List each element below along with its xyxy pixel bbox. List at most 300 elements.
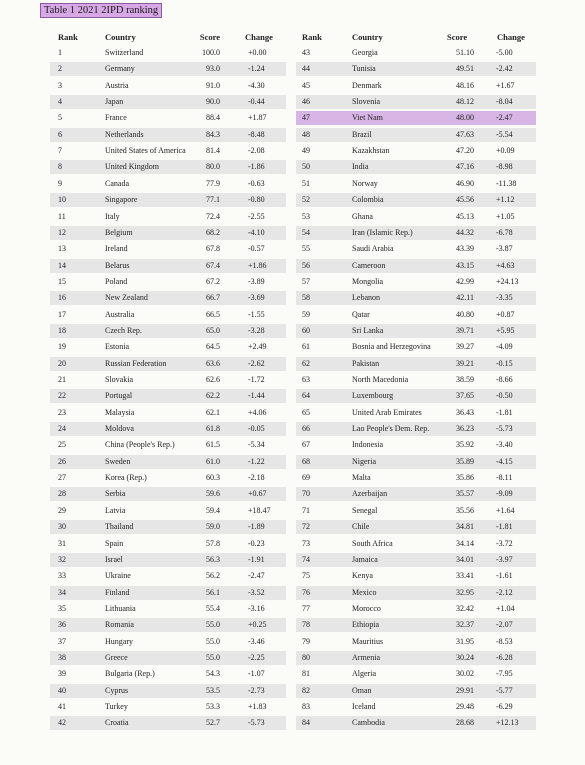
change-cell: -4.30	[248, 80, 265, 90]
score-cell: 47.63	[456, 129, 474, 139]
country-cell: Nigeria	[352, 456, 376, 466]
score-cell: 43.15	[456, 260, 474, 270]
score-cell: 67.8	[206, 244, 220, 254]
change-cell: +0.09	[496, 146, 515, 156]
rank-cell: 37	[58, 636, 66, 646]
country-header-right: Country	[352, 32, 383, 42]
change-cell: -4.10	[248, 227, 265, 237]
change-cell: -3.69	[248, 293, 265, 303]
score-cell: 35.57	[456, 489, 474, 499]
rank-cell: 53	[302, 211, 310, 221]
country-cell: Kazakhstan	[352, 146, 390, 156]
score-cell: 31.95	[456, 636, 474, 646]
rank-cell: 24	[58, 424, 66, 434]
score-cell: 45.13	[456, 211, 474, 221]
change-cell: -2.12	[496, 587, 513, 597]
rank-cell: 52	[302, 195, 310, 205]
score-cell: 80.0	[206, 162, 220, 172]
rank-cell: 83	[302, 702, 310, 711]
country-cell: Brazil	[352, 129, 372, 139]
change-cell: -3.87	[496, 244, 513, 254]
rank-cell: 62	[302, 358, 310, 368]
score-cell: 37.65	[456, 391, 474, 401]
country-cell: Mongolia	[352, 276, 384, 286]
rank-cell: 74	[302, 554, 310, 564]
rank-cell: 60	[302, 325, 310, 335]
score-cell: 77.9	[206, 178, 220, 188]
rank-cell: 9	[58, 178, 62, 188]
change-cell: -1.55	[248, 309, 265, 319]
score-cell: 61.8	[206, 424, 220, 434]
country-cell: Romania	[105, 620, 134, 630]
score-cell: 56.2	[206, 571, 220, 581]
score-cell: 63.6	[206, 358, 220, 368]
country-cell: Turkey	[105, 702, 128, 711]
rank-cell: 28	[58, 489, 66, 499]
score-cell: 48.16	[456, 80, 474, 90]
change-cell: -5.54	[496, 129, 513, 139]
rank-cell: 81	[302, 669, 310, 679]
change-cell: -3.46	[248, 636, 265, 646]
country-cell: United States of America	[105, 146, 186, 156]
country-cell: Iran (Islamic Rep.)	[352, 227, 413, 237]
score-cell: 81.4	[206, 146, 220, 156]
country-cell: Malta	[352, 473, 371, 483]
rank-cell: 80	[302, 652, 310, 662]
change-cell: -9.09	[496, 489, 513, 499]
country-cell: Moldova	[105, 424, 134, 434]
score-cell: 67.4	[206, 260, 220, 270]
country-cell: Qatar	[352, 309, 370, 319]
change-cell: -3.16	[248, 603, 265, 613]
rank-cell: 8	[58, 162, 62, 172]
rank-cell: 1	[58, 48, 62, 57]
score-cell: 84.3	[206, 129, 220, 139]
score-cell: 48.12	[456, 97, 474, 107]
country-cell: North Macedonia	[352, 375, 409, 384]
change-cell: -0.63	[248, 178, 265, 188]
change-header-right: Change	[497, 32, 525, 42]
country-cell: Lao People's Dem. Rep.	[352, 424, 430, 434]
rank-cell: 84	[302, 718, 310, 728]
rank-cell: 82	[302, 685, 310, 695]
country-cell: Indonesia	[352, 440, 384, 450]
rank-cell: 44	[302, 64, 310, 74]
score-cell: 65.0	[206, 325, 220, 335]
rank-cell: 6	[58, 129, 62, 139]
rank-cell: 55	[302, 244, 310, 254]
rank-cell: 76	[302, 587, 310, 597]
change-cell: -3.52	[248, 587, 265, 597]
rank-cell: 68	[302, 456, 310, 466]
rank-cell: 18	[58, 325, 66, 335]
score-cell: 47.16	[456, 162, 474, 172]
score-cell: 35.89	[456, 456, 474, 466]
rank-cell: 23	[58, 407, 66, 417]
change-cell: +12.13	[496, 718, 519, 728]
change-cell: -8.04	[496, 97, 513, 107]
score-header-left: Score	[199, 32, 220, 42]
country-cell: Latvia	[105, 505, 126, 515]
country-cell: Mexico	[352, 587, 377, 597]
score-cell: 53.3	[206, 702, 220, 711]
change-cell: +24.13	[496, 276, 519, 286]
change-cell: -0.50	[496, 391, 513, 401]
score-cell: 72.4	[206, 211, 220, 221]
country-cell: Croatia	[105, 718, 129, 728]
country-header-left: Country	[105, 32, 136, 42]
score-cell: 48.00	[456, 113, 474, 123]
change-cell: -1.86	[248, 162, 265, 172]
rank-cell: 48	[302, 129, 310, 139]
rank-cell: 56	[302, 260, 310, 270]
score-cell: 35.56	[456, 505, 474, 515]
score-cell: 33.41	[456, 571, 474, 581]
change-cell: +5.95	[496, 325, 515, 335]
score-cell: 29.91	[456, 685, 474, 695]
change-cell: -3.72	[496, 538, 513, 548]
score-cell: 54.3	[206, 669, 220, 679]
rank-cell: 63	[302, 375, 310, 384]
change-cell: +2.49	[248, 342, 267, 352]
change-cell: -2.25	[248, 652, 265, 662]
score-cell: 62.1	[206, 407, 220, 417]
rank-cell: 14	[58, 260, 66, 270]
country-cell: Luxembourg	[352, 391, 394, 401]
country-cell: Armenia	[352, 652, 380, 662]
rank-cell: 30	[58, 522, 66, 532]
country-cell: Finland	[105, 587, 130, 597]
score-cell: 49.51	[456, 64, 474, 74]
change-cell: -5.34	[248, 440, 265, 450]
score-cell: 55.0	[206, 620, 220, 630]
rank-cell: 12	[58, 227, 66, 237]
rank-cell: 79	[302, 636, 310, 646]
country-cell: Ghana	[352, 211, 373, 221]
country-cell: Ireland	[105, 244, 128, 254]
country-cell: Slovakia	[105, 375, 133, 384]
change-cell: +1.86	[248, 260, 267, 270]
score-cell: 90.0	[206, 97, 220, 107]
rank-cell: 69	[302, 473, 310, 483]
country-cell: Viet Nam	[352, 113, 383, 123]
score-cell: 43.39	[456, 244, 474, 254]
change-cell: -1.91	[248, 554, 265, 564]
score-cell: 39.71	[456, 325, 474, 335]
country-cell: Lithuania	[105, 603, 136, 613]
change-cell: -6.78	[496, 227, 513, 237]
country-cell: Israel	[105, 554, 123, 564]
change-cell: -11.38	[496, 178, 517, 188]
score-cell: 52.7	[206, 718, 220, 728]
country-cell: Pakistan	[352, 358, 380, 368]
change-cell: +0.87	[496, 309, 515, 319]
score-cell: 36.43	[456, 407, 474, 417]
score-cell: 62.6	[206, 375, 220, 384]
country-cell: Switzerland	[105, 48, 144, 57]
table-title: Table 1 2021 2IPD ranking	[40, 3, 162, 18]
rank-cell: 17	[58, 309, 66, 319]
country-cell: Georgia	[352, 48, 378, 57]
score-cell: 59.4	[206, 505, 220, 515]
country-cell: Chile	[352, 522, 370, 532]
score-cell: 32.95	[456, 587, 474, 597]
change-cell: -3.89	[248, 276, 265, 286]
rank-cell: 70	[302, 489, 310, 499]
rank-cell: 32	[58, 554, 66, 564]
country-cell: New Zealand	[105, 293, 148, 303]
country-cell: Australia	[105, 309, 135, 319]
rank-cell: 7	[58, 146, 62, 156]
change-cell: -1.89	[248, 522, 265, 532]
rank-cell: 31	[58, 538, 66, 548]
rank-cell: 57	[302, 276, 310, 286]
country-cell: Jamaica	[352, 554, 378, 564]
country-cell: Korea (Rep.)	[105, 473, 147, 483]
score-cell: 53.5	[206, 685, 220, 695]
country-cell: United Arab Emirates	[352, 407, 422, 417]
change-cell: -2.47	[248, 571, 265, 581]
rank-cell: 67	[302, 440, 310, 450]
rank-cell: 4	[58, 97, 62, 107]
score-cell: 38.59	[456, 375, 474, 384]
country-cell: Norway	[352, 178, 378, 188]
change-cell: +18.47	[248, 505, 271, 515]
score-cell: 55.4	[206, 603, 220, 613]
score-cell: 29.48	[456, 702, 474, 711]
change-cell: -2.62	[248, 358, 265, 368]
country-cell: Colombia	[352, 195, 384, 205]
country-cell: Ethiopia	[352, 620, 380, 630]
country-cell: South Africa	[352, 538, 393, 548]
country-cell: Germany	[105, 64, 135, 74]
score-cell: 45.56	[456, 195, 474, 205]
rank-cell: 22	[58, 391, 66, 401]
score-cell: 34.81	[456, 522, 474, 532]
score-cell: 62.2	[206, 391, 220, 401]
rank-cell: 15	[58, 276, 66, 286]
country-cell: Saudi Arabia	[352, 244, 394, 254]
rank-cell: 54	[302, 227, 310, 237]
score-cell: 44.32	[456, 227, 474, 237]
score-cell: 64.5	[206, 342, 220, 352]
country-cell: Bosnia and Herzegovina	[352, 342, 431, 352]
change-cell: -5.73	[248, 718, 265, 728]
rank-cell: 16	[58, 293, 66, 303]
score-cell: 60.3	[206, 473, 220, 483]
change-cell: +1.64	[496, 505, 515, 515]
rank-cell: 42	[58, 718, 66, 728]
rank-cell: 61	[302, 342, 310, 352]
rank-header-right: Rank	[302, 32, 322, 42]
rank-cell: 25	[58, 440, 66, 450]
change-cell: -1.72	[248, 375, 265, 384]
score-cell: 42.11	[456, 293, 474, 303]
country-cell: Spain	[105, 538, 124, 548]
score-cell: 36.23	[456, 424, 474, 434]
change-cell: -0.44	[248, 97, 265, 107]
rank-cell: 49	[302, 146, 310, 156]
change-cell: -1.07	[248, 669, 265, 679]
country-cell: Austria	[105, 80, 129, 90]
country-cell: Sweden	[105, 456, 131, 466]
score-cell: 59.0	[206, 522, 220, 532]
score-header-right: Score	[447, 32, 468, 42]
change-cell: -3.35	[496, 293, 513, 303]
rank-cell: 59	[302, 309, 310, 319]
country-cell: Bulgaria (Rep.)	[105, 669, 155, 679]
score-cell: 55.0	[206, 652, 220, 662]
change-cell: +1.12	[496, 195, 515, 205]
change-cell: -6.29	[496, 702, 513, 711]
rank-cell: 71	[302, 505, 310, 515]
rank-cell: 64	[302, 391, 310, 401]
change-header-left: Change	[245, 32, 273, 42]
rank-cell: 21	[58, 375, 66, 384]
rank-cell: 39	[58, 669, 66, 679]
score-cell: 34.01	[456, 554, 474, 564]
score-cell: 66.5	[206, 309, 220, 319]
country-cell: Oman	[352, 685, 372, 695]
score-cell: 39.21	[456, 358, 474, 368]
rank-header-left: Rank	[58, 32, 78, 42]
rank-cell: 41	[58, 702, 66, 711]
rank-cell: 3	[58, 80, 62, 90]
score-cell: 56.3	[206, 554, 220, 564]
change-cell: +4.63	[496, 260, 515, 270]
change-cell: -7.95	[496, 669, 513, 679]
country-cell: Kenya	[352, 571, 373, 581]
change-cell: +0.00	[248, 48, 267, 57]
rank-cell: 43	[302, 48, 310, 57]
score-cell: 68.2	[206, 227, 220, 237]
score-cell: 35.92	[456, 440, 474, 450]
country-cell: Iceland	[352, 702, 376, 711]
change-cell: -2.08	[248, 146, 265, 156]
score-cell: 30.02	[456, 669, 474, 679]
rank-cell: 26	[58, 456, 66, 466]
change-cell: -6.28	[496, 652, 513, 662]
rank-cell: 2	[58, 64, 62, 74]
change-cell: -1.44	[248, 391, 265, 401]
country-cell: Cameroon	[352, 260, 386, 270]
change-cell: -2.47	[496, 113, 513, 123]
change-cell: +0.25	[248, 620, 267, 630]
score-cell: 91.0	[206, 80, 220, 90]
score-cell: 56.1	[206, 587, 220, 597]
country-cell: Algeria	[352, 669, 376, 679]
country-cell: Netherlands	[105, 129, 144, 139]
country-cell: Tunisia	[352, 64, 376, 74]
country-cell: Morocco	[352, 603, 381, 613]
score-cell: 35.86	[456, 473, 474, 483]
country-cell: Japan	[105, 97, 124, 107]
country-cell: United Kingdom	[105, 162, 159, 172]
change-cell: -0.05	[248, 424, 265, 434]
score-cell: 32.42	[456, 603, 474, 613]
country-cell: Malaysia	[105, 407, 135, 417]
rank-cell: 10	[58, 195, 66, 205]
country-cell: Estonia	[105, 342, 129, 352]
score-cell: 51.10	[456, 48, 474, 57]
score-cell: 40.80	[456, 309, 474, 319]
rank-cell: 34	[58, 587, 66, 597]
change-cell: -0.80	[248, 195, 265, 205]
rank-cell: 78	[302, 620, 310, 630]
change-cell: -5.00	[496, 48, 513, 57]
score-cell: 88.4	[206, 113, 220, 123]
rank-cell: 13	[58, 244, 66, 254]
change-cell: -0.23	[248, 538, 265, 548]
country-cell: Slovenia	[352, 97, 380, 107]
score-cell: 39.27	[456, 342, 474, 352]
country-cell: Belgium	[105, 227, 133, 237]
change-cell: +1.87	[248, 113, 267, 123]
change-cell: -4.15	[496, 456, 513, 466]
score-cell: 61.0	[206, 456, 220, 466]
change-cell: -5.77	[496, 685, 513, 695]
score-cell: 67.2	[206, 276, 220, 286]
change-cell: -3.97	[496, 554, 513, 564]
change-cell: +1.05	[496, 211, 515, 221]
change-cell: -3.28	[248, 325, 265, 335]
country-cell: Canada	[105, 178, 129, 188]
country-cell: Hungary	[105, 636, 133, 646]
rank-cell: 51	[302, 178, 310, 188]
change-cell: -0.57	[248, 244, 265, 254]
country-cell: Cyprus	[105, 685, 129, 695]
change-cell: -8.48	[248, 129, 265, 139]
rank-cell: 50	[302, 162, 310, 172]
change-cell: -1.81	[496, 407, 513, 417]
country-cell: Senegal	[352, 505, 378, 515]
country-cell: India	[352, 162, 369, 172]
score-cell: 28.68	[456, 718, 474, 728]
change-cell: +1.67	[496, 80, 515, 90]
change-cell: -0.15	[496, 358, 513, 368]
change-cell: -1.81	[496, 522, 513, 532]
rank-cell: 35	[58, 603, 66, 613]
rank-cell: 75	[302, 571, 310, 581]
rank-cell: 47	[302, 113, 310, 123]
country-cell: Cambodia	[352, 718, 385, 728]
score-cell: 93.0	[206, 64, 220, 74]
country-cell: Ukraine	[105, 571, 131, 581]
change-cell: -2.42	[496, 64, 513, 74]
change-cell: +1.04	[496, 603, 515, 613]
rank-cell: 46	[302, 97, 310, 107]
country-cell: Belarus	[105, 260, 130, 270]
country-cell: Poland	[105, 276, 128, 286]
change-cell: -2.55	[248, 211, 265, 221]
score-cell: 77.1	[206, 195, 220, 205]
change-cell: -1.22	[248, 456, 265, 466]
change-cell: -8.98	[496, 162, 513, 172]
rank-cell: 20	[58, 358, 66, 368]
score-cell: 55.0	[206, 636, 220, 646]
country-cell: France	[105, 113, 127, 123]
country-cell: Czech Rep.	[105, 325, 142, 335]
score-cell: 66.7	[206, 293, 220, 303]
rank-cell: 73	[302, 538, 310, 548]
change-cell: -4.09	[496, 342, 513, 352]
rank-cell: 33	[58, 571, 66, 581]
country-cell: Singapore	[105, 195, 138, 205]
score-cell: 47.20	[456, 146, 474, 156]
change-cell: -1.61	[496, 571, 513, 581]
country-cell: Portugal	[105, 391, 133, 401]
change-cell: -8.66	[496, 375, 513, 384]
